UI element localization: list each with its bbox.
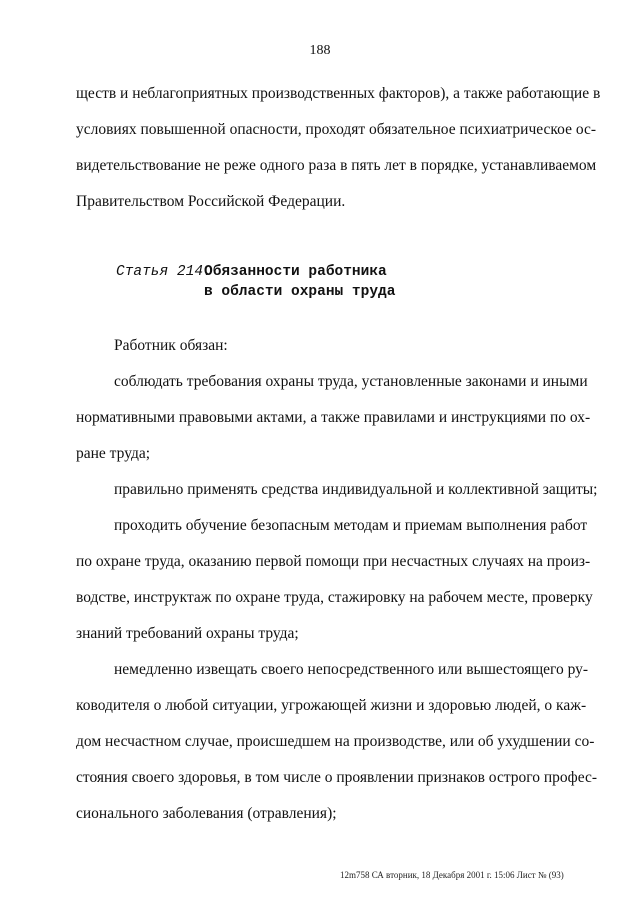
text-line: по охране труда, оказанию первой помощи при несчастных случаях на произ- (76, 553, 591, 570)
body-lead: Работник обязан: (114, 337, 228, 354)
text-line: нормативными правовыми актами, а также правилами и инструкциями по ох- (76, 409, 591, 426)
text-line: стояния своего здоровья, в том числе о проявлении признаков острого профес- (76, 769, 598, 786)
text-line: дом несчастном случае, происшедшем на производстве, или об ухудшении со- (76, 733, 595, 750)
text-line: водстве, инструктаж по охране труда, стажировку на рабочем месте, проверку (76, 589, 593, 606)
text-line: Правительством Российской Федерации. (76, 193, 346, 210)
footer-stamp: 12m758 СА вторник, 18 Декабря 2001 г. 15:06 Лист № (93) (340, 870, 564, 880)
text-line: знаний требований охраны труда; (76, 625, 299, 642)
text-line: проходить обучение безопасным методам и приемам выполнения работ (114, 517, 588, 534)
article-label: Статья 214. (116, 264, 212, 280)
article-title-line1: Обязанности работника (204, 264, 387, 280)
text-line: ководителя о любой ситуации, угрожающей жизни и здоровью людей, о каж- (76, 697, 587, 714)
text-line: соблюдать требования охраны труда, установленные законами и иными (114, 373, 588, 390)
text-line: условиях повышенной опасности, проходят обязательное психиатрическое ос- (76, 121, 597, 138)
page-number: 188 (309, 43, 331, 58)
text-line: видетельствование не реже одного раза в пять лет в порядке, устанавливаемом (76, 157, 597, 174)
text-line: правильно применять средства индивидуальной и коллективной защиты; (114, 481, 598, 498)
text-line: ране труда; (76, 445, 151, 462)
text-line: ществ и неблагоприятных производственных факторов), а также работающие в (76, 85, 601, 102)
text-line: немедленно извещать своего непосредственного или вышестоящего ру- (114, 661, 589, 678)
article-title-line2: в области охраны труда (204, 284, 396, 300)
text-line: сионального заболевания (отравления); (76, 805, 337, 822)
